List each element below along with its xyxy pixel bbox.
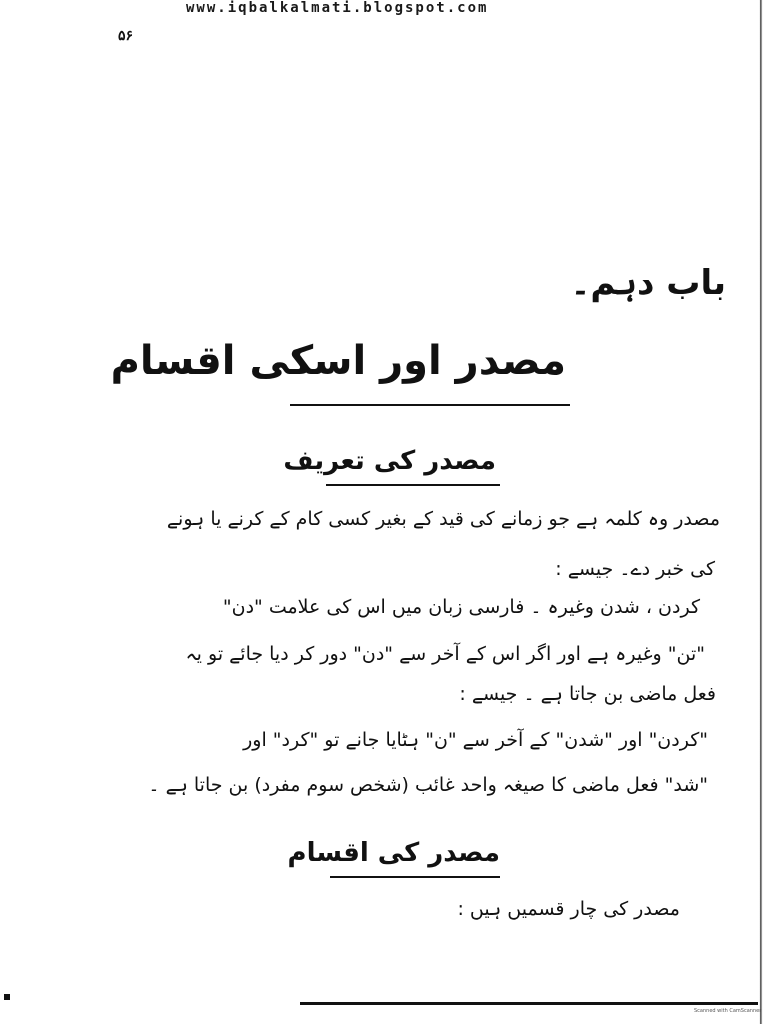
scanner-watermark: Scanned with CamScanner bbox=[694, 1008, 762, 1014]
definition-line: "کردن" اور "شدن" کے آخر سے "ن" ہٹایا جانے تو "کرد" اور bbox=[243, 729, 708, 751]
definition-heading: مصدر کی تعریف bbox=[283, 446, 496, 476]
title-underline bbox=[290, 404, 570, 406]
definition-line: "تن" وغیرہ ہے اور اگر اس کے آخر سے "دن" دور کر دیا جائے تو یہ bbox=[185, 643, 705, 665]
chapter-heading: باب دہم۔ bbox=[570, 263, 726, 303]
scan-mark bbox=[4, 994, 10, 1000]
definition-line: مصدر وہ کلمہ ہے جو زمانے کی قید کے بغیر کسی کام کے کرنے یا ہونے bbox=[166, 508, 720, 530]
definition-line: کی خبر دے۔ جیسے : bbox=[555, 558, 715, 580]
types-heading: مصدر کی اقسام bbox=[287, 838, 500, 868]
types-intro: مصدر کی چار قسمیں ہیں : bbox=[457, 898, 680, 920]
site-url: www.iqbalkalmati.blogspot.com bbox=[186, 0, 489, 16]
page-number: ۵۶ bbox=[118, 28, 134, 44]
scan-edge-shadow bbox=[754, 0, 768, 1024]
types-underline bbox=[330, 876, 500, 878]
definition-line: کردن ، شدن وغیرہ ۔ فارسی زبان میں اس کی علامت "دن" bbox=[222, 596, 700, 618]
definition-underline bbox=[326, 484, 500, 486]
scan-bottom-edge bbox=[300, 1002, 758, 1005]
definition-line: فعل ماضی بن جاتا ہے ۔ جیسے : bbox=[459, 683, 716, 705]
definition-line: "شد" فعل ماضی کا صیغہ واحد غائب (شخص سوم مفرد) بن جاتا ہے ۔ bbox=[148, 774, 708, 796]
chapter-title: مصدر اور اسکی اقسام bbox=[110, 338, 566, 384]
